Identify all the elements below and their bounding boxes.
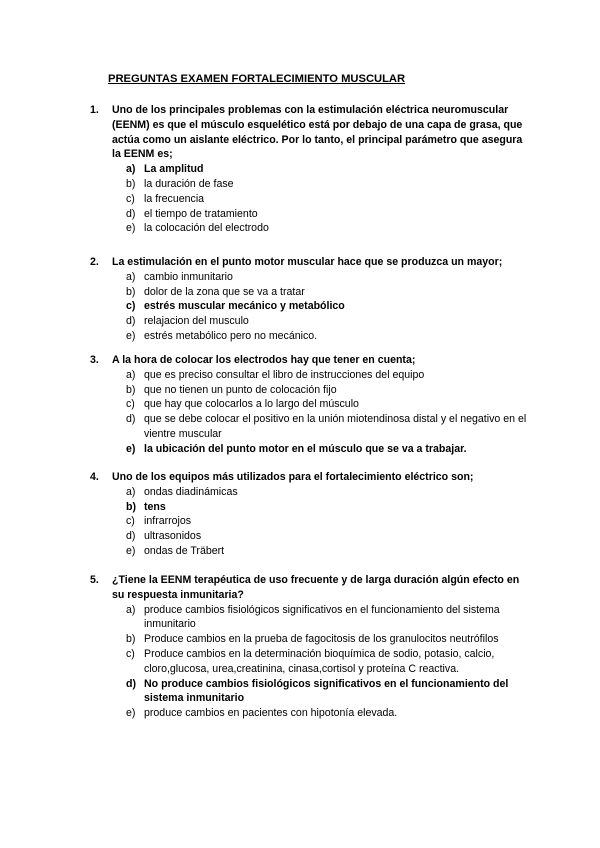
question-number: 2.: [90, 256, 99, 268]
option-correct: [90, 299, 530, 314]
option: [90, 632, 530, 647]
question-statement: A la hora de colocar los electrodos hay que tener en cuenta;: [112, 354, 416, 366]
option-text: La amplitud: [144, 163, 204, 176]
option-text: produce cambios en pacientes con hipotonía elevada.: [144, 707, 398, 720]
question-number: 1.: [90, 104, 99, 116]
option-text: produce cambios fisiológicos significativos en el funcionamiento del sistema inmunitario: [144, 603, 500, 631]
option-letter: a): [126, 163, 136, 176]
option-text: la ubicación del punto motor en el músculo que se va a trabajar.: [144, 442, 467, 455]
option: [90, 207, 530, 222]
option-text: ondas diadinámicas: [144, 485, 238, 498]
question-text: [90, 103, 530, 162]
option: [90, 485, 530, 500]
option-text: tens: [144, 500, 166, 513]
option-letter: d): [126, 530, 136, 543]
options-list: [90, 368, 530, 457]
option-correct: [90, 162, 530, 177]
question-1: [90, 103, 530, 236]
option: [90, 544, 530, 559]
option-letter: e): [126, 329, 136, 342]
option: [90, 329, 530, 344]
option-text: cambio inmunitario: [144, 270, 233, 283]
option: [90, 221, 530, 236]
options-list: [90, 485, 530, 559]
option: [90, 706, 530, 721]
option: [90, 368, 530, 383]
option: [90, 192, 530, 207]
option-letter: a): [126, 368, 136, 381]
option-letter: e): [126, 707, 136, 720]
option-text: la duración de fase: [144, 177, 234, 190]
question-5: [90, 573, 530, 721]
option: [90, 412, 530, 442]
page-title: PREGUNTAS EXAMEN FORTALECIMIENTO MUSCULAR: [108, 73, 406, 85]
option-letter: d): [126, 413, 136, 426]
option-correct: [90, 442, 530, 457]
question-number: 3.: [90, 354, 99, 366]
options-list: [90, 162, 530, 236]
option-text: ondas de Träbert: [144, 544, 225, 557]
question-text: [90, 353, 530, 368]
option: [90, 603, 530, 633]
option-letter: a): [126, 270, 136, 283]
option-letter: c): [126, 515, 135, 528]
question-number: 5.: [90, 574, 99, 586]
option-text: la frecuencia: [144, 192, 205, 205]
option-text: que se debe colocar el positivo en la unión miotendinosa distal y el negativo en el vientre muscular: [144, 413, 527, 440]
option-text: estrés muscular mecánico y metabólico: [144, 300, 345, 313]
option-text: Produce cambios en la prueba de fagocitosis de los granulocitos neutrófilos: [144, 633, 499, 646]
option-text: el tiempo de tratamiento: [144, 207, 258, 220]
option: [90, 647, 530, 677]
option: [90, 270, 530, 285]
question-statement: ¿Tiene la EENM terapéutica de uso frecuente y de larga duración algún efecto en su respuesta inmunitaria?: [112, 574, 520, 601]
question-statement: La estimulación en el punto motor muscular hace que se produzca un mayor;: [112, 256, 503, 268]
option-letter: c): [126, 192, 135, 205]
question-text: [90, 255, 530, 270]
option: [90, 397, 530, 412]
option-letter: e): [126, 222, 136, 235]
question-statement: Uno de los equipos más utilizados para el fortalecimiento eléctrico son;: [112, 471, 474, 483]
option-text: No produce cambios fisiológicos significativos en el funcionamiento del sistema inmunitario: [144, 677, 509, 705]
question-text: [90, 573, 530, 603]
option-letter: b): [126, 633, 136, 646]
option-correct: [90, 677, 530, 707]
option-letter: c): [126, 647, 135, 660]
option-text: estrés metabólico pero no mecánico.: [144, 329, 318, 342]
option: [90, 285, 530, 300]
option-text: Produce cambios en la determinación bioquímica de sodio, potasio, calcio, cloro,glucosa, urea,creatinina, cinasa,cortisol y proteína C reactiva.: [144, 647, 495, 675]
option-correct: [90, 500, 530, 515]
question-statement: Uno de los principales problemas con la estimulación eléctrica neuromuscular (EENM) es que el músculo esquelético está por debajo de una capa de grasa, que actúa como un aislante eléctrico. Por lo tanto, el principal parámetro que asegura la EENM es;: [112, 104, 523, 161]
option-letter: c): [126, 300, 136, 313]
options-list: [90, 270, 530, 344]
option-letter: a): [126, 603, 136, 616]
option-letter: b): [126, 285, 136, 298]
option-letter: b): [126, 177, 136, 190]
option: [90, 177, 530, 192]
option-text: ultrasonidos: [144, 530, 202, 543]
option: [90, 314, 530, 329]
option-text: infrarrojos: [144, 515, 192, 528]
question-2: [90, 255, 530, 344]
question-number: 4.: [90, 471, 99, 483]
question-4: [90, 470, 530, 559]
option-letter: d): [126, 315, 136, 328]
option-text: que es preciso consultar el libro de instrucciones del equipo: [144, 368, 425, 381]
option-text: la colocación del electrodo: [144, 222, 269, 235]
option-letter: e): [126, 544, 136, 557]
option-text: relajacion del musculo: [144, 315, 249, 328]
option: [90, 529, 530, 544]
option-text: que no tienen un punto de colocación fijo: [144, 383, 337, 396]
options-list: [90, 603, 530, 721]
option-text: dolor de la zona que se va a tratar: [144, 285, 305, 298]
option: [90, 514, 530, 529]
option-text: que hay que colocarlos a lo largo del músculo: [144, 398, 359, 411]
option: [90, 383, 530, 398]
question-3: [90, 353, 530, 457]
option-letter: c): [126, 398, 135, 411]
option-letter: b): [126, 383, 136, 396]
question-text: [90, 470, 530, 485]
option-letter: b): [126, 500, 136, 513]
option-letter: a): [126, 485, 136, 498]
option-letter: e): [126, 442, 136, 455]
option-letter: d): [126, 207, 136, 220]
option-letter: d): [126, 677, 136, 690]
